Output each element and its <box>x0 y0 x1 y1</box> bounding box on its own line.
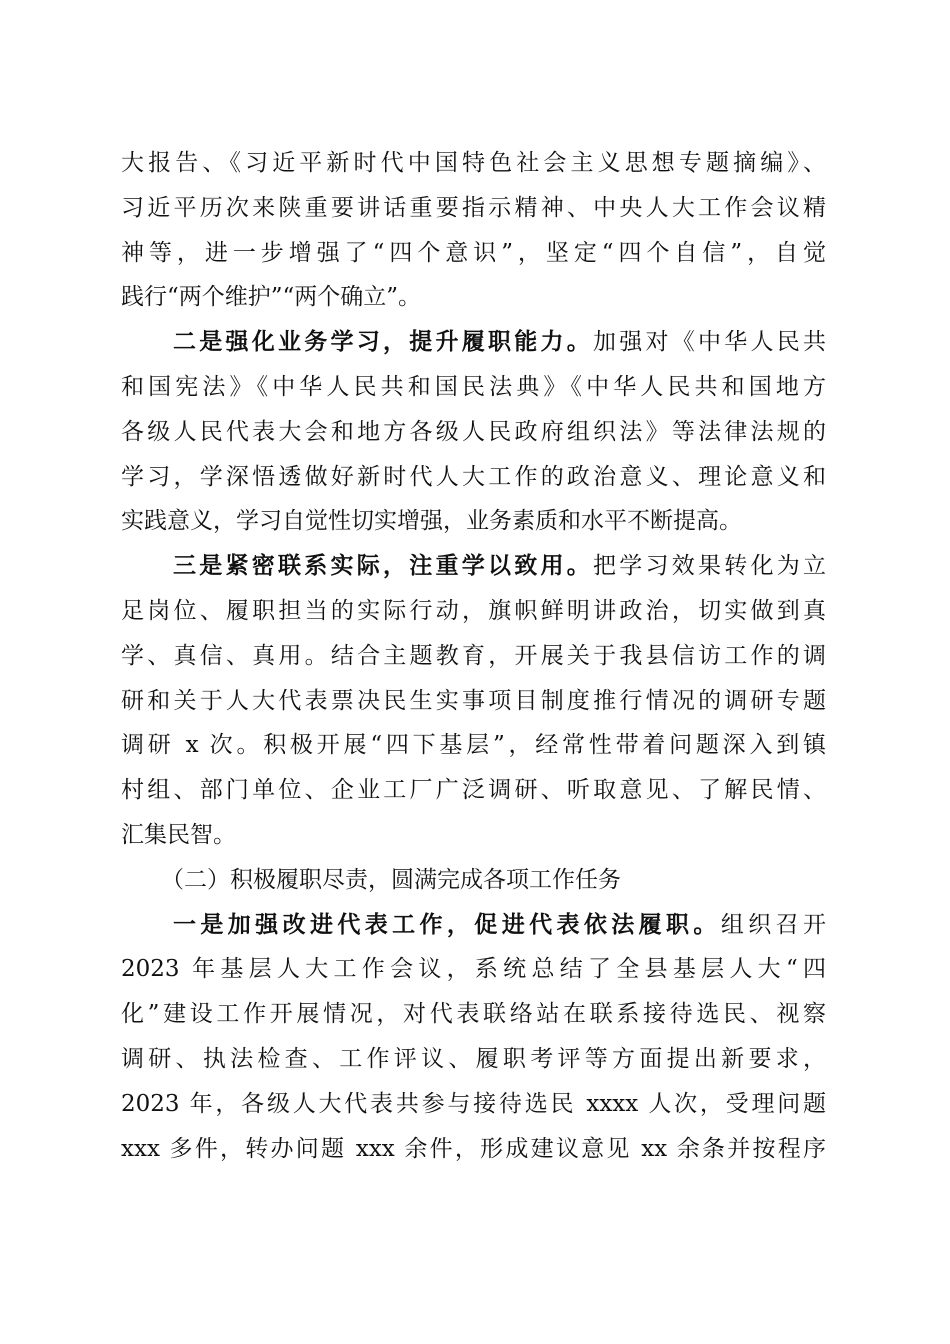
text-line <box>121 992 826 1037</box>
text-line <box>121 634 826 679</box>
line-text: xxx 多件，转办问题 xxx 余件，形成建议意见 xx 余条并按程序 <box>121 1135 826 1162</box>
line-text: 和国宪法》《中华人民共和国民法典》《中华人民共和国地方 <box>121 373 826 400</box>
line-text: 习近平历次来陕重要讲话重要指示精神、中央人大工作会议精 <box>121 194 826 221</box>
text-line <box>121 231 826 276</box>
document-body <box>121 141 826 1171</box>
text-line <box>121 544 826 589</box>
text-line <box>121 365 826 410</box>
line-text: 足岗位、履职担当的实际行动，旗帜鲜明讲政治，切实做到真 <box>121 597 826 624</box>
line-text: 大报告、《习近平新时代中国特色社会主义思想专题摘编》、 <box>121 150 826 176</box>
line-text: （二）积极履职尽责，圆满完成各项工作任务 <box>161 866 621 893</box>
text-line <box>121 947 826 992</box>
paragraph-lead: 一是加强改进代表工作，促进代表依法履职。 <box>173 910 721 938</box>
paragraph-lead: 二是强化业务学习，提升履职能力。 <box>173 328 593 356</box>
text-line <box>121 410 826 455</box>
text-line <box>121 455 826 500</box>
line-text: 各级人民代表大会和地方各级人民政府组织法》等法律法规的 <box>121 418 826 445</box>
text-line <box>121 768 826 813</box>
line-text: 研和关于人大代表票决民生实事项目制度推行情况的调研专题 <box>121 687 826 714</box>
text-line <box>121 186 826 231</box>
text-line <box>121 723 826 768</box>
text-line <box>121 1037 826 1082</box>
line-text: 学习，学深悟透做好新时代人大工作的政治意义、理论意义和 <box>121 463 826 490</box>
line-text: 调研 x 次。积极开展“四下基层”，经常性带着问题深入到镇 <box>121 732 826 759</box>
line-text: 实践意义，学习自觉性切实增强，业务素质和水平不断提高。 <box>121 508 742 535</box>
line-text: 神等，进一步增强了“四个意识”，坚定“四个自信”，自觉 <box>121 239 826 266</box>
line-text: 化”建设工作开展情况，对代表联络站在联系接待选民、视察 <box>121 1001 826 1028</box>
line-text: 把学习效果转化为立 <box>593 553 826 580</box>
line-text: 2023 年基层人大工作会议，系统总结了全县基层人大“四 <box>121 956 826 983</box>
line-text: 汇集民智。 <box>121 821 236 848</box>
line-text: 组织召开 <box>720 911 827 938</box>
text-line <box>121 1082 826 1127</box>
text-line <box>121 499 826 544</box>
text-line <box>121 813 826 858</box>
text-line <box>121 320 826 365</box>
line-text: 加强对《中华人民共 <box>593 329 826 356</box>
line-text: 调研、执法检查、工作评议、履职考评等方面提出新要求， <box>121 1045 826 1072</box>
text-line <box>121 589 826 634</box>
text-line <box>121 141 826 186</box>
paragraph-lead: 三是紧密联系实际，注重学以致用。 <box>173 552 593 580</box>
line-text: 2023 年，各级人大代表共参与接待选民 xxxx 人次，受理问题 <box>121 1090 826 1117</box>
text-line <box>121 903 826 948</box>
line-text: 践行“两个维护”“两个确立”。 <box>121 284 422 311</box>
section-heading <box>121 858 826 903</box>
text-line <box>121 275 826 320</box>
line-text: 学、真信、真用。结合主题教育，开展关于我县信访工作的调 <box>121 642 826 669</box>
text-line <box>121 1127 826 1172</box>
line-text: 村组、部门单位、企业工厂广泛调研、听取意见、了解民情、 <box>121 777 826 804</box>
text-line <box>121 679 826 724</box>
